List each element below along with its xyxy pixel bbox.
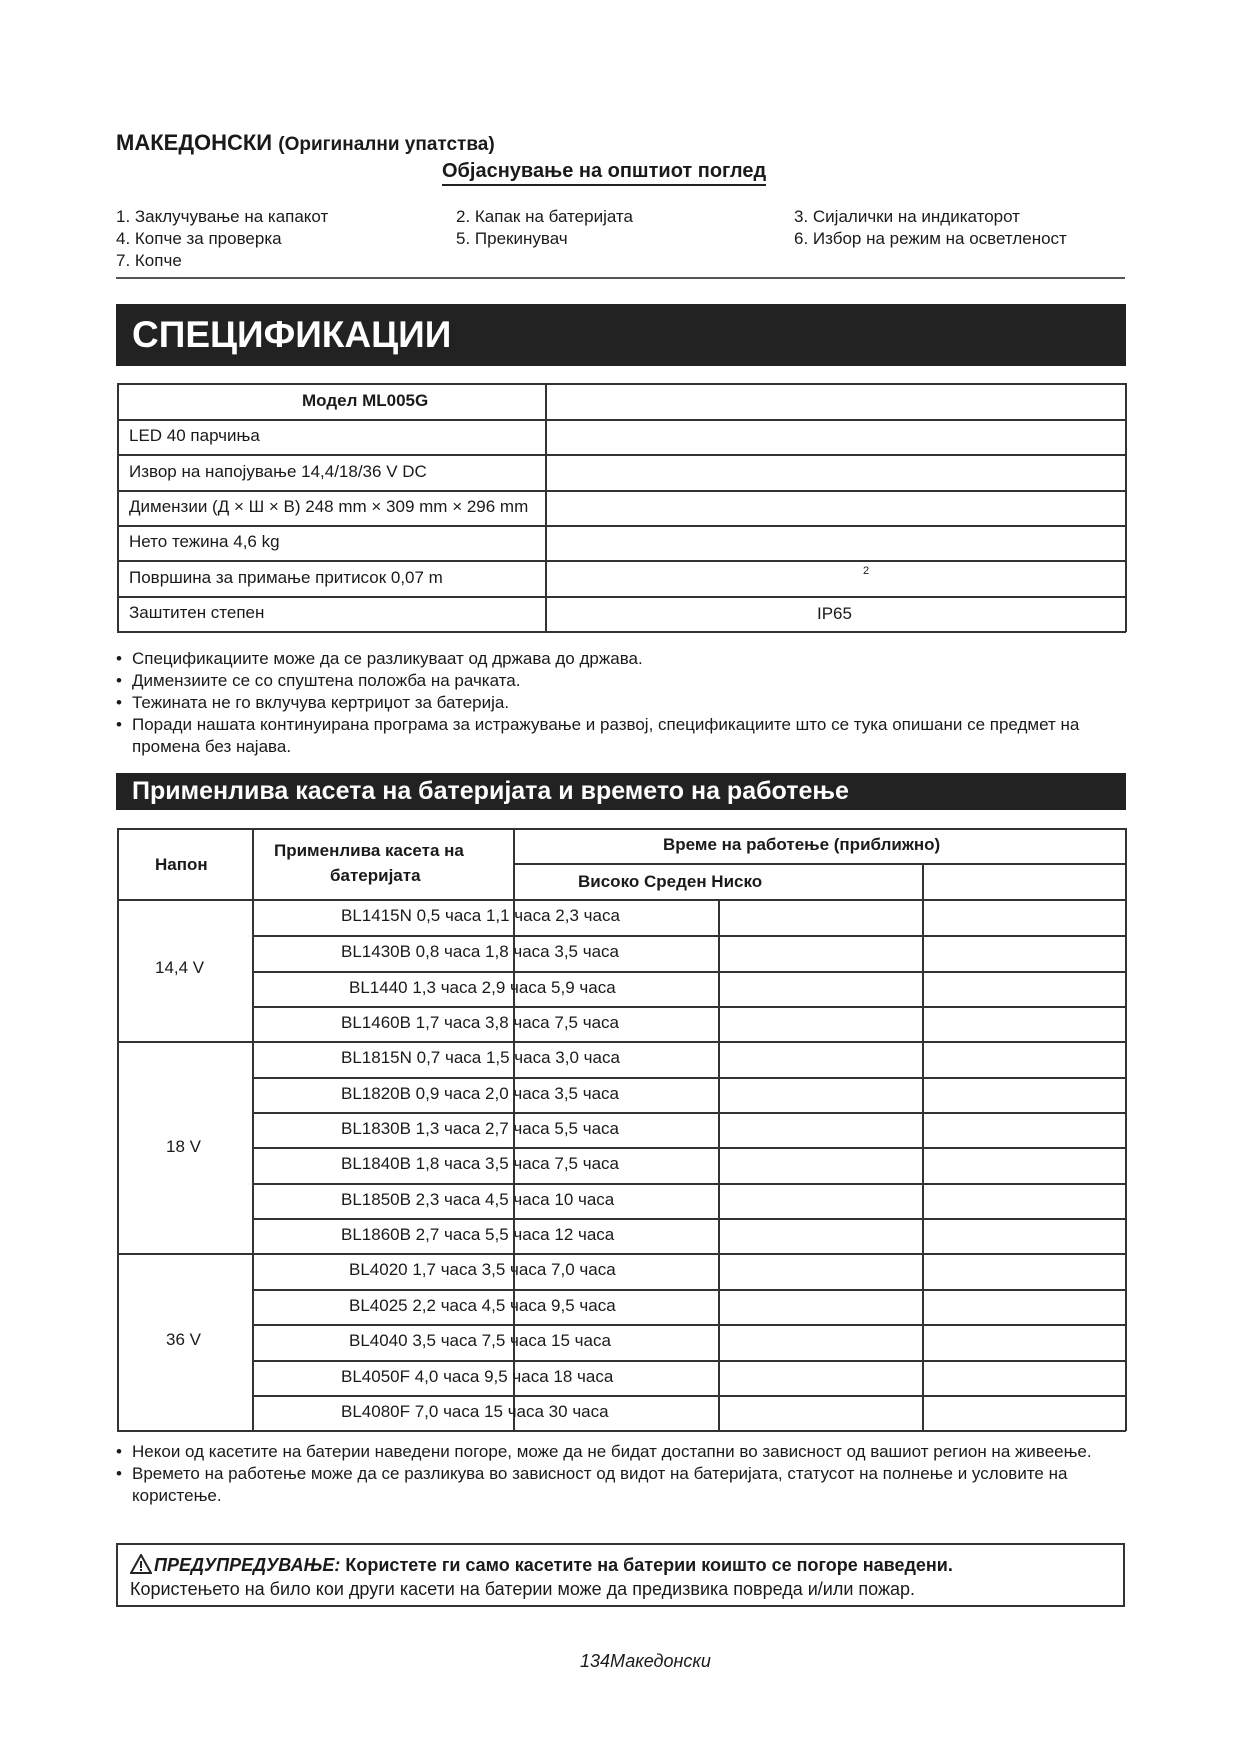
specs-led: LED 40 парчиња	[129, 426, 260, 445]
battery-grid-line	[117, 1253, 1126, 1255]
battery-grid-line	[252, 1112, 1126, 1114]
specs-note: • Поради нашата континуирана програма за истражување и развој, спецификациите што се тука опишани се предмет на промена без најава.	[116, 714, 1126, 758]
specs-protection: Заштитен степен	[129, 603, 265, 622]
warning-label: ПРЕДУПРЕДУВАЊЕ:	[154, 1555, 341, 1575]
battery-row: BL4025 2,2 часа 4,5 часа 9,5 часа	[349, 1296, 616, 1315]
specs-note: • Тежината не го вклучува кертриџот за батерија.	[116, 692, 1126, 714]
specs-grid-line	[117, 383, 119, 632]
battery-row: BL1840B 1,8 часа 3,5 часа 7,5 часа	[341, 1154, 619, 1173]
specs-protection-value: IP65	[817, 604, 852, 623]
battery-header-voltage: Напон	[155, 855, 208, 874]
specs-power: Извор на напојување 14,4/18/36 V DC	[129, 462, 427, 481]
battery-header-levels: Високо Среден Ниско	[578, 872, 763, 891]
battery-grid-line	[252, 1324, 1126, 1326]
specs-note: • Димензиите се со спуштена положба на рачката.	[116, 670, 1126, 692]
legend-item-1: 1. Заклучување на капакот	[116, 207, 329, 226]
battery-row: BL1440 1,3 часа 2,9 часа 5,9 часа	[349, 978, 616, 997]
battery-row: BL4020 1,7 часа 3,5 часа 7,0 часа	[349, 1260, 616, 1279]
specs-grid-line	[117, 490, 1126, 492]
language-title: МАКЕДОНСКИ	[116, 130, 273, 155]
specs-grid-line	[545, 383, 547, 632]
battery-grid-line	[117, 1041, 1126, 1043]
battery-grid-line	[252, 1360, 1126, 1362]
battery-grid-line	[117, 828, 119, 1431]
battery-header-cartridge: Применлива касета на	[274, 841, 464, 860]
specs-grid-line	[117, 525, 1126, 527]
battery-row: BL1860B 2,7 часа 5,5 часа 12 часа	[341, 1225, 615, 1244]
battery-row: BL4040 3,5 часа 7,5 часа 15 часа	[349, 1331, 611, 1350]
battery-note: • Некои од касетите на батерии наведени погоре, може да не бидат достапни во зависност од вашиот регион на живеење.	[116, 1441, 1126, 1463]
specs-grid-line	[117, 631, 1126, 633]
warning-bold-text: Користете ги само касетите на батерии коишто се погоре наведени.	[345, 1555, 953, 1575]
legend-item-5: 5. Прекинувач	[456, 229, 568, 248]
legend-item-6: 6. Избор на режим на осветленост	[794, 229, 1067, 248]
specs-note: • Спецификациите може да се разликуваат од држава до држава.	[116, 648, 1126, 670]
specs-pressure-superscript: 2	[863, 565, 870, 577]
legend-item-3: 3. Сијалички на индикаторот	[794, 207, 1020, 226]
specs-grid-line	[117, 560, 1126, 562]
battery-grid-line	[117, 1430, 1126, 1432]
battery-row: BL1460B 1,7 часа 3,8 часа 7,5 часа	[341, 1013, 619, 1032]
battery-grid-line	[252, 1395, 1126, 1397]
battery-grid-line	[718, 899, 720, 1431]
battery-grid-line	[922, 863, 924, 1431]
specs-weight: Нето тежина 4,6 kg	[129, 532, 280, 551]
section-divider	[116, 277, 1125, 279]
overview-title: Објаснување на општиот поглед	[442, 160, 766, 186]
battery-header-cartridge-2: батеријата	[330, 866, 421, 885]
specs-grid-line	[117, 419, 1126, 421]
warning-icon	[130, 1554, 152, 1574]
battery-banner: Применлива касета на батеријата и времето на работење	[116, 773, 1126, 810]
warning-box	[116, 1543, 1125, 1607]
battery-header-runtime: Време на работење (приближно)	[663, 835, 941, 854]
warning-text: Користењето на било кои други касети на батерии може да предизвика повреда и/или пожар.	[130, 1579, 916, 1599]
battery-grid-line	[252, 971, 1126, 973]
battery-grid-line	[252, 1289, 1126, 1291]
battery-grid-line	[117, 899, 1126, 901]
specs-grid-line	[117, 596, 1126, 598]
specs-pressure-area: Површина за примање притисок 0,07 m	[129, 568, 443, 587]
battery-row: BL1850B 2,3 часа 4,5 часа 10 часа	[341, 1190, 615, 1209]
specs-notes	[116, 648, 1126, 758]
battery-grid-line	[252, 935, 1126, 937]
battery-grid-line	[117, 828, 1126, 830]
battery-grid-line	[513, 863, 1126, 865]
language-heading	[116, 130, 495, 156]
battery-grid-line	[252, 1147, 1126, 1149]
specs-banner: СПЕЦИФИКАЦИИ	[116, 304, 1126, 366]
specs-grid-line	[117, 383, 1126, 385]
battery-notes	[116, 1441, 1126, 1507]
specs-dimensions: Димензии (Д × Ш × В) 248 mm × 309 mm × 296 mm	[129, 497, 529, 516]
battery-grid-line	[252, 1006, 1126, 1008]
battery-grid-line	[252, 1077, 1126, 1079]
battery-row: BL1430B 0,8 часа 1,8 часа 3,5 часа	[341, 942, 619, 961]
battery-row: BL4080F 7,0 часа 15 часа 30 часа	[341, 1402, 609, 1421]
battery-note: • Времето на работење може да се разликува во зависност од видот на батеријата, статусот на полнење и условите на користење.	[116, 1463, 1126, 1507]
language-note: (Оригинални упатства)	[278, 134, 495, 155]
legend-item-4: 4. Копче за проверка	[116, 229, 282, 248]
specs-grid-line	[1125, 383, 1127, 632]
battery-grid-line	[252, 828, 254, 1431]
battery-row: BL1815N 0,7 часа 1,5 часа 3,0 часа	[341, 1048, 620, 1067]
voltage-36v: 36 V	[166, 1330, 201, 1349]
battery-row: BL1830B 1,3 часа 2,7 часа 5,5 часа	[341, 1119, 619, 1138]
battery-grid-line	[252, 1218, 1126, 1220]
battery-row: BL4050F 4,0 часа 9,5 часа 18 часа	[341, 1367, 614, 1386]
page-number: 134Македонски	[580, 1651, 711, 1671]
legend-item-2: 2. Капак на батеријата	[456, 207, 633, 226]
specs-grid-line	[117, 454, 1126, 456]
battery-grid-line	[252, 1183, 1126, 1185]
voltage-14v: 14,4 V	[155, 958, 205, 977]
battery-grid-line	[1125, 828, 1127, 1431]
voltage-18v: 18 V	[166, 1137, 201, 1156]
battery-row: BL1415N 0,5 часа 1,1 часа 2,3 часа	[341, 906, 620, 925]
legend-item-7: 7. Копче	[116, 251, 182, 270]
battery-row: BL1820B 0,9 часа 2,0 часа 3,5 часа	[341, 1084, 619, 1103]
specs-model: Модел ML005G	[302, 391, 429, 410]
